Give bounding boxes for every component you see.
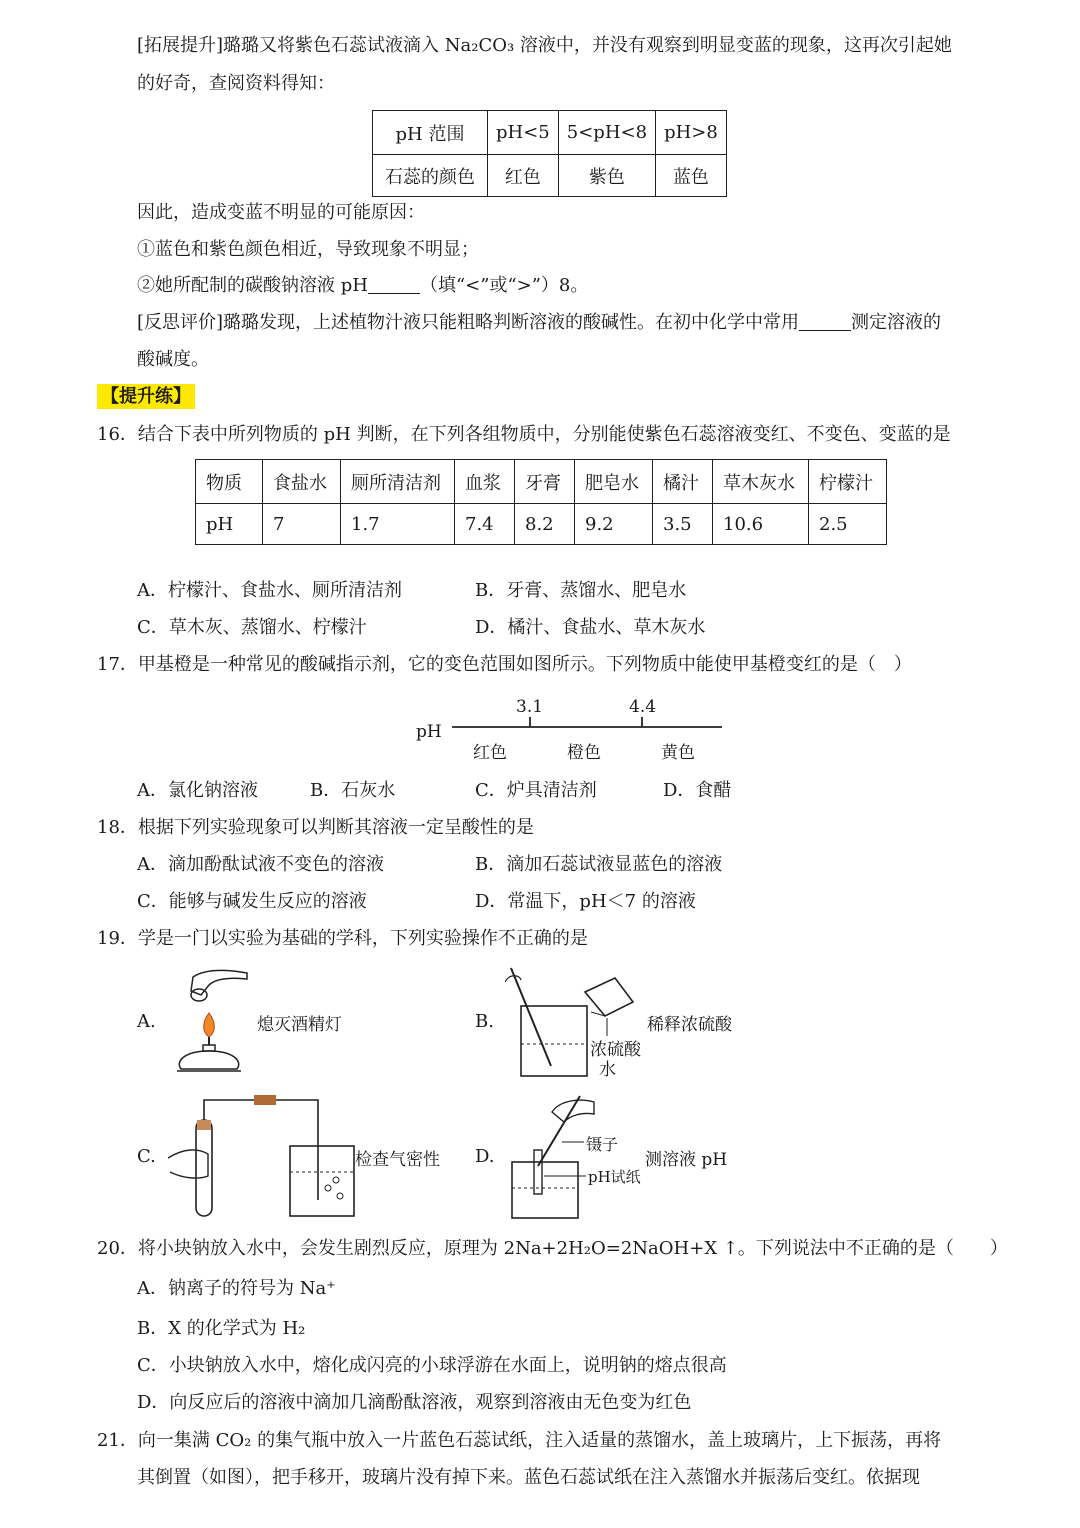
q16-header: 草木灰水 (713, 460, 809, 504)
reflect-line-1 (137, 311, 941, 335)
ph-range-table (372, 110, 727, 197)
reason-line-3 (137, 274, 588, 298)
airtightness-figure (168, 1092, 358, 1220)
q16-cell: 8.2 (515, 504, 575, 545)
color-orange-label: 橙色 (567, 743, 601, 763)
q19-b-caption: 稀释浓硫酸 (647, 1015, 732, 1035)
ph-paper-label: pH试纸 (588, 1168, 641, 1186)
color-yellow-label: 黄色 (661, 743, 695, 763)
dilution-figure (505, 962, 655, 1082)
conc-acid-label: 浓硫酸 (590, 1040, 641, 1060)
reason-line-2: ①蓝色和紫色颜色相近，导致现象不明显； (137, 239, 479, 260)
bubble-icon (333, 1177, 339, 1183)
q19-a-caption: 熄灭酒精灯 (257, 1015, 342, 1035)
pouring-beaker-icon (585, 978, 633, 1016)
hand-icon (168, 1150, 208, 1178)
q18-option-b[interactable]: B．滴加石蕊试液显蓝色的溶液 (475, 854, 723, 875)
ph-table-cell: 石蕊的颜色 (373, 155, 488, 197)
q16-header: 柠檬汁 (809, 460, 887, 504)
stopper-icon (197, 1120, 211, 1130)
q19-option-b[interactable]: B. (475, 1011, 494, 1032)
q19-option-c[interactable]: C. (137, 1146, 156, 1167)
answer-blank[interactable] (368, 275, 420, 294)
ph-table-cell: 蓝色 (656, 155, 727, 197)
intro-line-2: 的好奇，查阅资料得知： (137, 73, 335, 94)
q16-cell: 7.4 (455, 504, 515, 545)
q17-option-c[interactable]: C．炉具清洁剂 (475, 780, 597, 801)
hand-icon (191, 970, 247, 995)
axis-ph-label: pH (416, 722, 442, 742)
ph-paper-icon (534, 1150, 542, 1194)
tweezers-icon (538, 1096, 580, 1166)
tick-label-3-1: 3.1 (516, 697, 544, 717)
ph-test-figure (510, 1092, 630, 1220)
ph-table-cell: 紫色 (558, 155, 655, 197)
reflect-prefix: [反思评价]璐璐发现，上述植物汁液只能粗略判断溶液的酸碱性。在初中化学中常用 (137, 312, 800, 333)
q19-option-a[interactable]: A. (137, 1011, 156, 1032)
beaker-icon (512, 1162, 578, 1218)
reflect-line-2: 酸碱度。 (137, 349, 209, 370)
beaker-icon (290, 1146, 354, 1216)
q21-line-1: 21．向一集满 CO₂ 的集气瓶中放入一片蓝色石蕊试纸，注入适量的蒸馏水，盖上玻璃片，上下振荡，再将 (97, 1430, 942, 1451)
q16-cell: 9.2 (575, 504, 653, 545)
alcohol-lamp-figure (165, 965, 260, 1080)
q16-header: 血浆 (455, 460, 515, 504)
q16-option-a[interactable]: A．柠檬汁、食盐水、厕所清洁剂 (137, 580, 402, 601)
q16-cell: 2.5 (809, 504, 887, 545)
ph-table-header: pH>8 (656, 111, 727, 155)
reason-3-suffix: （填“<”或“>”）8。 (419, 275, 589, 296)
q16-header: 橘汁 (653, 460, 713, 504)
reason-line-1: 因此，造成变蓝不明显的可能原因： (137, 202, 425, 223)
flame-icon (204, 1013, 215, 1037)
q16-header: 牙膏 (515, 460, 575, 504)
q19-c-caption: 检查气密性 (355, 1150, 440, 1170)
q18-stem: 18．根据下列实验现象可以判断其溶液一定呈酸性的是 (97, 817, 534, 838)
lamp-body-icon (179, 1051, 238, 1069)
q19-option-d[interactable]: D. (475, 1146, 495, 1167)
delivery-tube-icon (204, 1100, 318, 1200)
q16-stem: 16．结合下表中所列物质的 pH 判断，在下列各组物质中，分别能使紫色石蕊溶液变红、不变色、变蓝的是 (97, 424, 951, 445)
reason-3-prefix: ②她所配制的碳酸钠溶液 pH (137, 275, 368, 296)
q18-option-a[interactable]: A．滴加酚酞试液不变色的溶液 (137, 854, 384, 875)
bubble-icon (337, 1193, 343, 1199)
q19-stem: 19．学是一门以实验为基础的学科，下列实验操作不正确的是 (97, 928, 588, 949)
q20-stem: 20．将小块钠放入水中，会发生剧烈反应，原理为 2Na+2H₂O=2NaOH+X ↑。下列说法中不正确的是（ ） (97, 1238, 1008, 1259)
q16-cell: 1.7 (341, 504, 455, 545)
q17-stem: 17．甲基橙是一种常见的酸碱指示剂，它的变色范围如图所示。下列物质中能使甲基橙变红的是（ ） (97, 654, 912, 675)
ph-table-header: 5<pH<8 (558, 111, 655, 155)
q20-option-b[interactable]: B．X 的化学式为 H₂ (137, 1318, 306, 1339)
q21-line-2: 其倒置（如图），把手移开，玻璃片没有掉下来。蓝色石蕊试纸在注入蒸馏水并振荡后变红。依据现 (137, 1467, 920, 1488)
glass-rod-icon (511, 968, 551, 1066)
q16-option-b[interactable]: B．牙膏、蒸馏水、肥皂水 (475, 580, 687, 601)
q16-cell: pH (196, 504, 263, 545)
q17-option-d[interactable]: D．食醋 (663, 780, 732, 801)
lamp-neck-icon (203, 1045, 215, 1051)
q16-ph-table (195, 459, 887, 545)
ph-table-cell: 红色 (488, 155, 559, 197)
color-red-label: 红色 (473, 743, 507, 763)
q19-d-caption: 测溶液 pH (645, 1150, 728, 1170)
answer-blank[interactable] (799, 312, 851, 331)
q17-option-a[interactable]: A．氯化钠溶液 (137, 780, 258, 801)
water-label: 水 (599, 1060, 616, 1080)
test-tube-icon (196, 1120, 212, 1216)
q16-cell: 10.6 (713, 504, 809, 545)
q20-option-c[interactable]: C．小块钠放入水中，熔化成闪亮的小球浮游在水面上，说明钠的熔点很高 (137, 1355, 727, 1376)
rubber-tube-icon (254, 1095, 276, 1105)
q16-header: 食盐水 (263, 460, 341, 504)
intro-line-1: [拓展提升]璐璐又将紫色石蕊试液滴入 Na₂CO₃ 溶液中，并没有观察到明显变蓝的现象，这再次引起她 (137, 35, 952, 56)
reflect-suffix: 测定溶液的 (851, 312, 942, 333)
q20-option-a[interactable]: A．钠离子的符号为 Na⁺ (137, 1278, 336, 1299)
q16-cell: 7 (263, 504, 341, 545)
q16-header: 厕所清洁剂 (341, 460, 455, 504)
tweezers-label: 镊子 (586, 1135, 619, 1154)
q18-option-c[interactable]: C．能够与碱发生反应的溶液 (137, 891, 367, 912)
q16-header: 肥皂水 (575, 460, 653, 504)
tick-label-4-4: 4.4 (629, 697, 657, 717)
q16-option-d[interactable]: D．橘汁、食盐水、草木灰水 (475, 617, 706, 638)
q18-option-d[interactable]: D．常温下，pH＜7 的溶液 (475, 891, 696, 912)
section-tag: 【提升练】 (97, 384, 195, 409)
q17-option-b[interactable]: B．石灰水 (310, 780, 396, 801)
ph-table-header: pH 范围 (373, 111, 488, 155)
q16-cell: 3.5 (653, 504, 713, 545)
ph-table-header: pH<5 (488, 111, 559, 155)
q20-option-d[interactable]: D．向反应后的溶液中滴加几滴酚酞溶液，观察到溶液由无色变为红色 (137, 1392, 692, 1413)
stir-arrow-icon (505, 976, 521, 982)
bubble-icon (325, 1185, 331, 1191)
q16-option-c[interactable]: C．草木灰、蒸馏水、柠檬汁 (137, 617, 367, 638)
hand-icon (552, 1100, 594, 1122)
q16-header: 物质 (196, 460, 263, 504)
